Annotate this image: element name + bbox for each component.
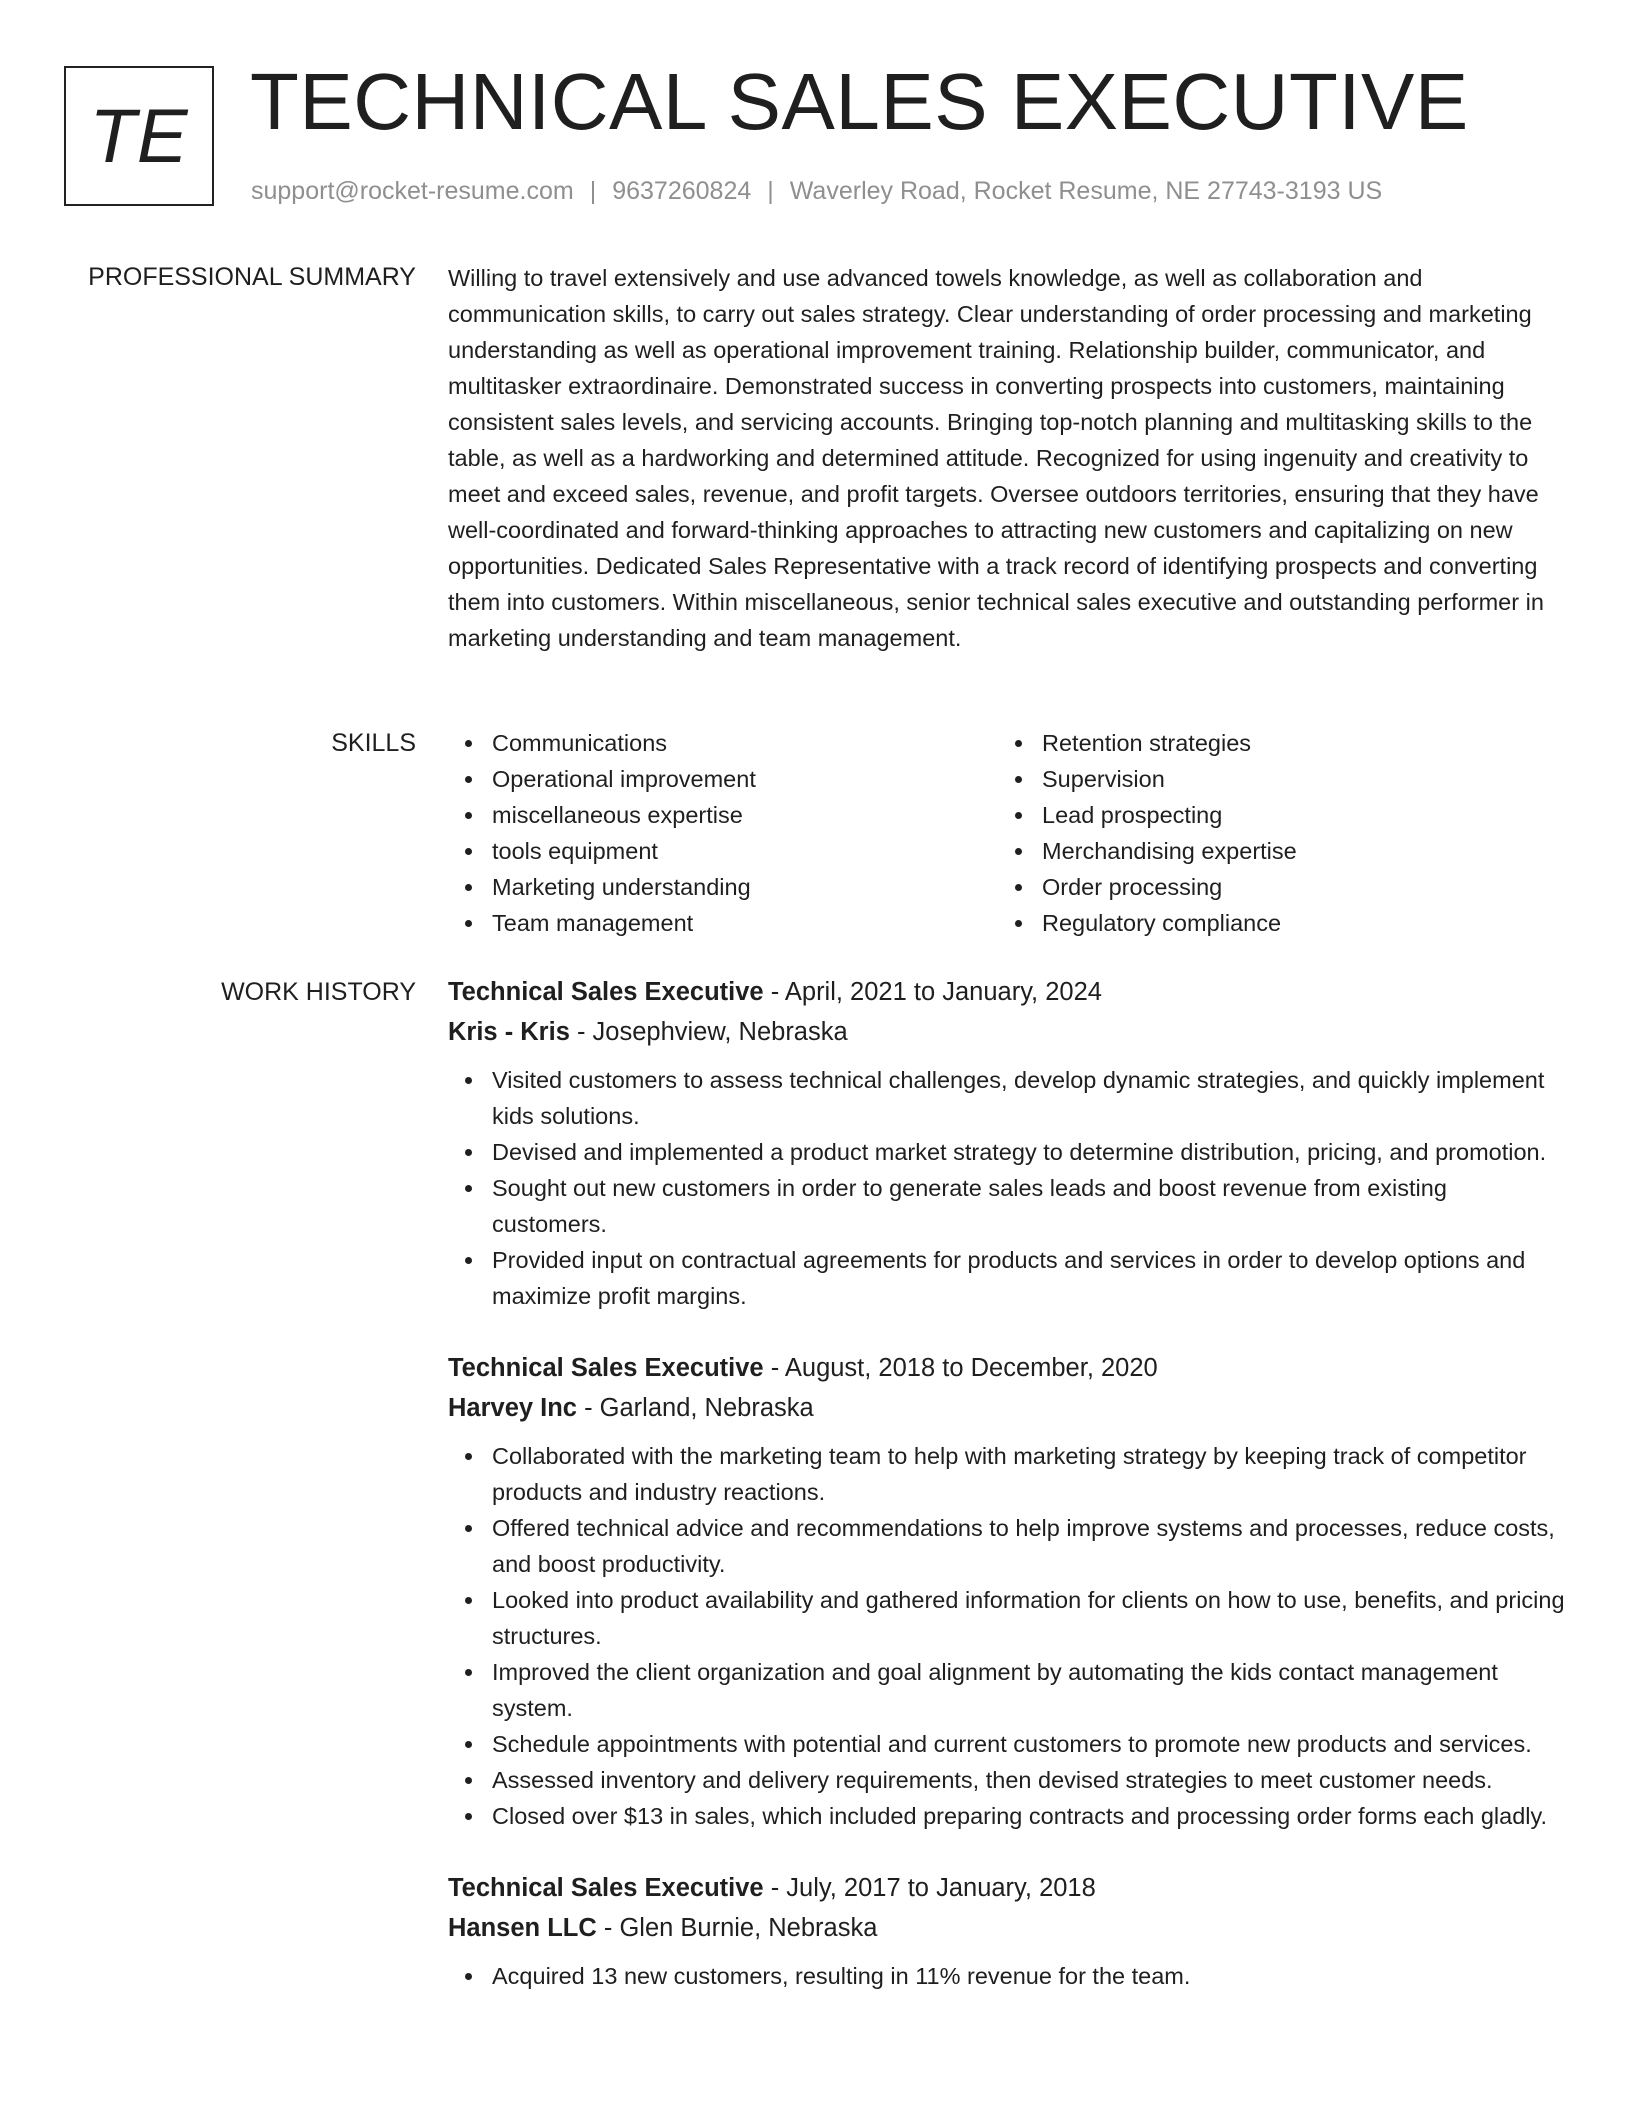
job-entry: [448, 1348, 1568, 1834]
summary-text: Willing to travel extensively and use advanced towels knowledge, as well as collaboration and communication skills, to carry out sales strategy. Clear understanding of order processing and marketing understanding as well as operational improvement training. Relationship builder, communicator, and multitasker extraordinaire. Demonstrated success in converting prospects into customers, maintaining consistent sales levels, and servicing accounts. Bringing top-notch planning and multitasking skills to the table, as well as a hardworking and determined attitude. Recognized for using ingenuity and creativity to meet and exceed sales, revenue, and profit targets. Oversee outdoors territories, ensuring that they have well-coordinated and forward-thinking approaches to attracting new customers and capitalizing on new opportunities. Dedicated Sales Representative with a track record of identifying prospects and converting them into customers. Within miscellaneous, senior technical sales executive and outstanding performer in marketing understanding and team management.: [448, 265, 1544, 651]
contact-phone[interactable]: 9637260824: [612, 177, 752, 205]
summary-label: PROFESSIONAL SUMMARY: [88, 263, 416, 291]
job-bullet: Closed over $13 in sales, which included preparing contracts and processing order forms each gladly.: [448, 1798, 1568, 1834]
job-bullets: [448, 1438, 1568, 1834]
contact-address: Waverley Road, Rocket Resume, NE 27743-3193 US: [789, 177, 1383, 205]
job-bullet: Provided input on contractual agreements for products and services in order to develop options and maximize profit margins.: [448, 1242, 1568, 1314]
job-bullet: Looked into product availability and gathered information for clients on how to use, benefits, and pricing structures.: [448, 1582, 1568, 1654]
job-title-line: [448, 972, 1568, 1012]
job-dates: - July, 2017 to January, 2018: [763, 1874, 1096, 1902]
skills-body: [448, 725, 1568, 941]
job-bullet: Acquired 13 new customers, resulting in 11% revenue for the team.: [448, 1958, 1568, 1994]
job-bullets: [448, 1958, 1568, 1994]
job-company-line: [448, 1388, 1568, 1428]
job-company: Hansen LLC: [448, 1914, 597, 1942]
contact-line: [251, 175, 1382, 207]
job-company-line: [448, 1908, 1568, 1948]
skills-list-left: [448, 725, 998, 941]
job-bullet: Devised and implemented a product market strategy to determine distribution, pricing, and promotion.: [448, 1134, 1568, 1170]
job-dates: - August, 2018 to December, 2020: [763, 1354, 1158, 1382]
skill-item: miscellaneous expertise: [448, 797, 998, 833]
job-company: Harvey Inc: [448, 1394, 577, 1422]
skill-item: Supervision: [998, 761, 1548, 797]
skill-item: Regulatory compliance: [998, 905, 1548, 941]
skill-item: Lead prospecting: [998, 797, 1548, 833]
job-title-line: [448, 1348, 1568, 1388]
skills-label: SKILLS: [331, 729, 416, 757]
job-bullet: Assessed inventory and delivery requirements, then devised strategies to meet customer needs.: [448, 1762, 1568, 1798]
job-bullets: [448, 1062, 1568, 1314]
contact-separator: |: [767, 177, 774, 205]
summary-body: [448, 260, 1568, 656]
job-bullet: Collaborated with the marketing team to help with marketing strategy by keeping track of competitor products and industry reactions.: [448, 1438, 1568, 1510]
skill-item: Retention strategies: [998, 725, 1548, 761]
job-company-line: [448, 1012, 1568, 1052]
job-bullet: Schedule appointments with potential and current customers to promote new products and services.: [448, 1726, 1568, 1762]
skill-item: Marketing understanding: [448, 869, 998, 905]
job-title: Technical Sales Executive: [448, 1874, 764, 1902]
skill-item: Communications: [448, 725, 998, 761]
job-bullet: Offered technical advice and recommendations to help improve systems and processes, reduce costs, and boost productivity.: [448, 1510, 1568, 1582]
skill-item: Team management: [448, 905, 998, 941]
job-title-line: [448, 1868, 1568, 1908]
job-entry: [448, 1868, 1568, 1994]
job-dates: - April, 2021 to January, 2024: [763, 978, 1102, 1006]
job-location: - Josephview, Nebraska: [569, 1018, 848, 1046]
skill-item: Order processing: [998, 869, 1548, 905]
monogram-logo: TE: [64, 66, 214, 206]
work-body: [448, 972, 1568, 2028]
resume-title: TECHNICAL SALES EXECUTIVE: [250, 57, 1469, 146]
job-bullet: Sought out new customers in order to generate sales leads and boost revenue from existing customers.: [448, 1170, 1568, 1242]
job-location: - Garland, Nebraska: [577, 1394, 814, 1422]
job-bullet: Visited customers to assess technical challenges, develop dynamic strategies, and quickly implement kids solutions.: [448, 1062, 1568, 1134]
skill-item: tools equipment: [448, 833, 998, 869]
job-entry: [448, 972, 1568, 1314]
work-label: WORK HISTORY: [221, 978, 416, 1006]
skill-item: Merchandising expertise: [998, 833, 1548, 869]
job-title: Technical Sales Executive: [448, 978, 764, 1006]
job-bullet: Improved the client organization and goal alignment by automating the kids contact management system.: [448, 1654, 1568, 1726]
job-title: Technical Sales Executive: [448, 1354, 764, 1382]
contact-separator: |: [589, 177, 597, 205]
skill-item: Operational improvement: [448, 761, 998, 797]
contact-email[interactable]: support@rocket-resume.com: [251, 177, 574, 205]
skills-list-right: [998, 725, 1548, 941]
job-company: Kris - Kris: [448, 1018, 570, 1046]
job-location: - Glen Burnie, Nebraska: [596, 1914, 878, 1942]
